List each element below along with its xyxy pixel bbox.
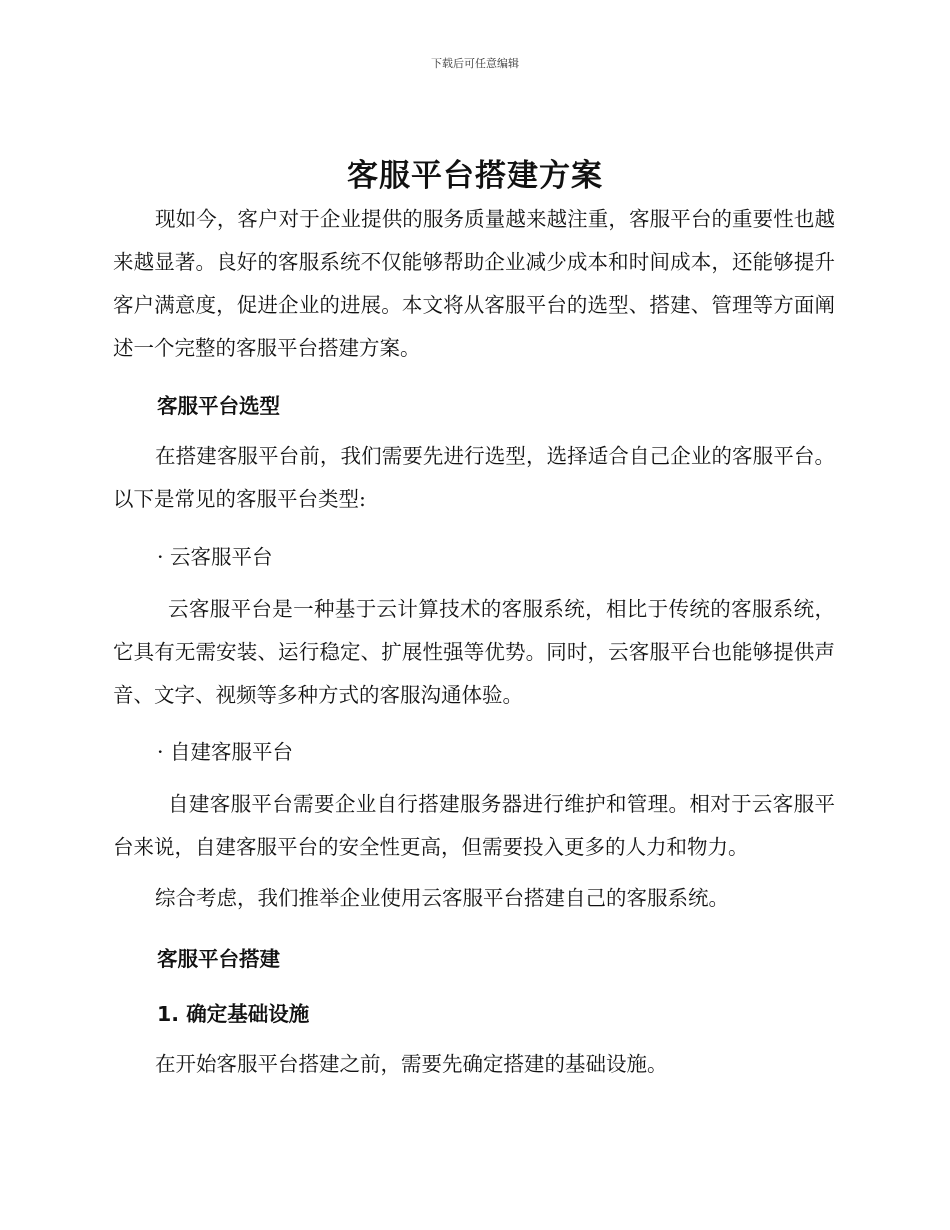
selection-conclusion: 综合考虑，我们推举企业使用云客服平台搭建自己的客服系统。 (155, 886, 729, 910)
bullet-cloud-platform: · 云客服平台 (157, 545, 273, 569)
cloud-platform-description: 云客服平台是一种基于云计算技术的客服系统，相比于传统的客服系统，它具有无需安装、运行稳定、扩展性强等优势。同时，云客服平台也能够提供声音、文字、视频等多种方式的客服沟通体验。 (113, 597, 835, 707)
subsection-heading-infrastructure: 1. 确定基础设施 (157, 1002, 310, 1026)
selection-intro-paragraph: 在搭建客服平台前，我们需要先进行选型，选择适合自己企业的客服平台。以下是常见的客服平台类型: (113, 444, 835, 511)
bullet-self-built-platform: · 自建客服平台 (157, 740, 294, 764)
self-built-platform-description: 自建客服平台需要企业自行搭建服务器进行维护和管理。相对于云客服平台来说，自建客服平台的安全性更高，但需要投入更多的人力和物力。 (113, 792, 835, 859)
page-title: 客服平台搭建方案 (347, 158, 603, 194)
section-heading-build: 客服平台搭建 (157, 947, 280, 971)
header-note: 下载后可任意编辑 (431, 57, 519, 70)
infrastructure-paragraph: 在开始客服平台搭建之前，需要先确定搭建的基础设施。 (155, 1052, 668, 1076)
intro-paragraph: 现如今，客户对于企业提供的服务质量越来越注重，客服平台的重要性也越来越显著。良好的客服系统不仅能够帮助企业减少成本和时间成本，还能够提升客户满意度，促进企业的进展。本文将从客服平台的选型、搭建、管理等方面阐述一个完整的客服平台搭建方案。 (113, 207, 835, 360)
section-heading-selection: 客服平台选型 (157, 394, 280, 418)
